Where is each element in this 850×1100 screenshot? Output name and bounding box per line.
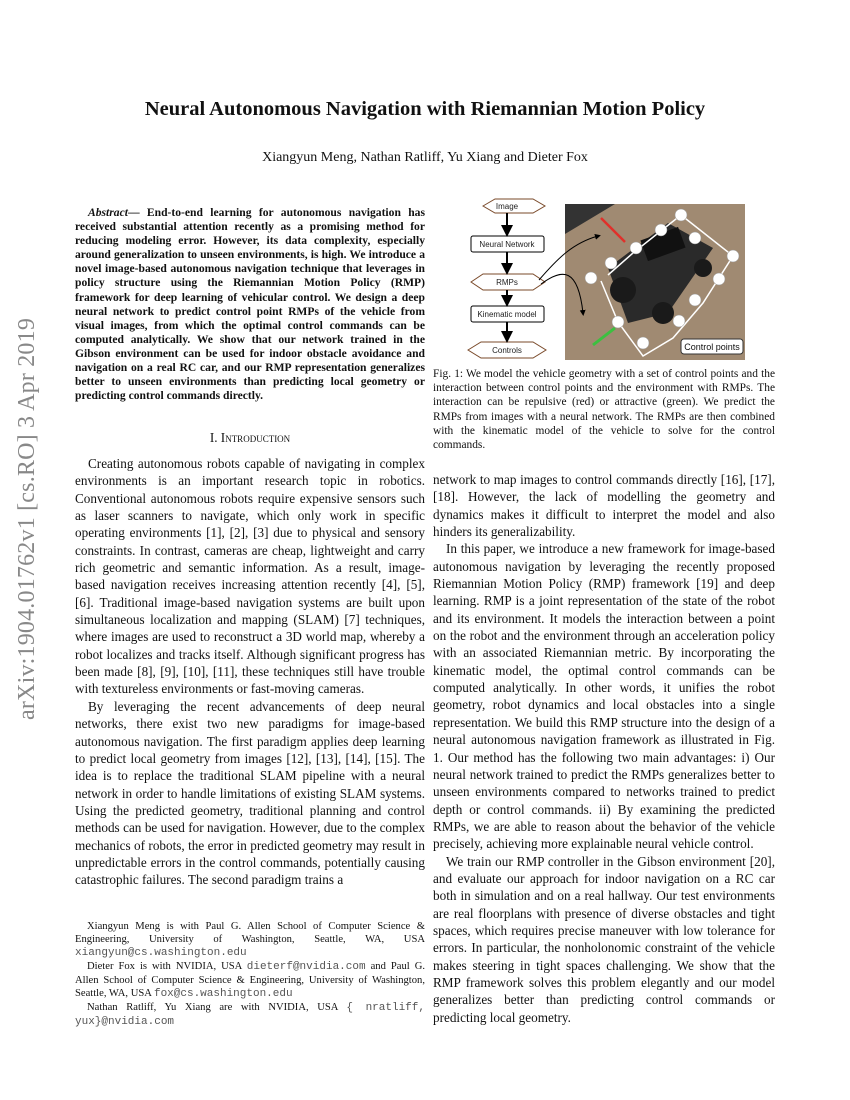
email-link[interactable]: fox@cs.washington.edu [153, 988, 293, 1000]
figure-caption: Fig. 1: We model the vehicle geometry with a set of control points and the interaction between control points and the environment with RMPs. The interaction can be repulsive (red) or attractive (green). We predict the RMPs from images with a neural network. The RMPs are then combined with the kinematic model of the vehicle to solve for the control commands. [433, 368, 775, 452]
email-link[interactable]: xiangyun@cs.washington.edu [75, 947, 247, 959]
flow-label: Neural Network [479, 240, 535, 249]
abstract [75, 206, 425, 403]
footnote: Xiangyun Meng is with Paul G. Allen School of Computer Science & Engineering, University of Washington, Seattle, WA, USA xiangyun@cs.washington.edu [75, 921, 425, 959]
arxiv-stamp: arXiv:1904.01762v1 [cs.RO] 3 Apr 2019 [14, 317, 40, 720]
footnote: Dieter Fox is with NVIDIA, USA dieterf@nvidia.com and Paul G. Allen School of Computer Science & Engineering, University of Washington, Seattle, WA, USA fox@cs.washington.edu [75, 961, 425, 1000]
flow-label: Image [495, 202, 519, 211]
abstract-label: Abstract [88, 206, 128, 219]
paragraph: network to map images to control commands directly [16], [17], [18]. However, the lack of modelling the geometry and dynamics makes it difficult to interpret the model and also hinders its generalizability. [433, 472, 775, 540]
left-column [75, 455, 425, 889]
control-points-label: Control points [684, 342, 740, 352]
section-heading-text: I. Introduction [209, 430, 291, 445]
email-link[interactable]: { nratliff, yux}@nvidia.com [75, 1002, 425, 1028]
footnote: Nathan Ratliff, Yu Xiang are with NVIDIA, USA { nratliff, yux}@nvidia.com [75, 1002, 425, 1028]
robot-photo [539, 204, 745, 360]
email-link[interactable]: dieterf@nvidia.com [246, 961, 366, 973]
footnotes [75, 920, 425, 1029]
abstract-text: — End-to-end learning for autonomous navigation has received substantial attention recently as a promising method for reducing modeling error. However, its data complexity, especially around generalization to unseen environments, is high. We introduce a novel image-based autonomous navigation technique that leverages in policy structure using the Riemannian Motion Policy (RMP) framework for deep learning of vehicular control. We design a deep neural network to predict control point RMPs of the vehicle from visual images, from which the optimal control commands can be computed analytically. We show that our network trained in the Gibson environment can be used for indoor obstacle avoidance and navigation on a real RC car, and our RMP representation generalizes better to unseen environments than predicting local geometry or predicting control commands directly. [75, 206, 425, 403]
figure-1 [433, 198, 753, 368]
paragraph: By leveraging the recent advancements of deep neural networks, there exist two new paradigms for image-based autonomous navigation. The first paradigm applies deep learning to predict local geometry from images [12], [13], [14], [15]. The idea is to replace the traditional SLAM pipeline with a neural network in order to handle limitations of existing SLAM systems. Using the predicted geometry, traditional planning and control methods can be used for navigation. However, due to the complex mechanics of robots, the error in predicted geometry may result in unpredictable errors in the control commands, potentially causing catastrophic failures. The second paradigm trains a [75, 698, 425, 888]
right-column [433, 471, 775, 1026]
paper-authors: Xiangyun Meng, Nathan Ratliff, Yu Xiang and Dieter Fox [262, 150, 588, 165]
paragraph: Creating autonomous robots capable of navigating in complex environments is an important research topic in robotics. Conventional autonomous robots require expensive sensors such as laser scanners to navigate, which only work in specific operating environments [1], [2], [3] due to physical and sensory constraints. In contrast, cameras are cheap, lightweight and carry rich geometric and semantic information. As a result, image-based navigation receives increasing attention recently [4], [5], [6]. Traditional image-based navigation systems are built upon simultaneous localization and mapping (SLAM) [7] techniques, where images are used to reconstruct a 3D world map, whereby a robot localizes and tracks itself. Although significant progress has been made [8], [9], [10], [11], these techniques still have trouble with textureless environments or fast-moving cameras. [75, 456, 425, 697]
section-heading [75, 430, 425, 446]
paragraph: We train our RMP controller in the Gibson environment [20], and evaluate our approach for indoor navigation on a RC car both in simulation and on a real hallway. Our test environments are real floorplans with presence of diverse obstacles and tight spaces, which requires precise maneuver with low tolerance for errors. In particular, the nonholonomic constraint of the vehicle makes steering in tight spaces challenging. We show that the RMP framework solves this problem elegantly and our model generalizes better than predicting control commands or predicting local geometry. [433, 853, 775, 1025]
flow-label: RMPs [496, 278, 518, 287]
paper-title: Neural Autonomous Navigation with Riemannian Motion Policy [144, 98, 706, 120]
paragraph: In this paper, we introduce a new framework for image-based autonomous navigation by leveraging the recently proposed Riemannian Motion Policy (RMP) framework [19] and deep learning. RMP is a joint representation of the state of the robot and its environment. It models the interaction between a point on the robot and the environment through an acceleration policy with an associated Riemannian metric. By incorporating the kinematic model, the optimal control commands can be computed analytically. In other words, it unifies the robot geometry, robot dynamics and local obstacles into a single representation. We build this RMP structure into the design of a neural autonomous navigation framework as illustrated in Fig. 1. Our method has the following two main advantages: i) Our neural network trained to predict the RMPs generalizes better to unseen environments compared to networks trained to predict depth or control commands. ii) By examining the predicted RMPs, we are able to reason about the behavior of the vehicle precisely, achieving more explainable neural vehicle control. [433, 541, 775, 852]
flow-label: Kinematic model [477, 310, 537, 319]
flow-label: Controls [492, 346, 522, 355]
